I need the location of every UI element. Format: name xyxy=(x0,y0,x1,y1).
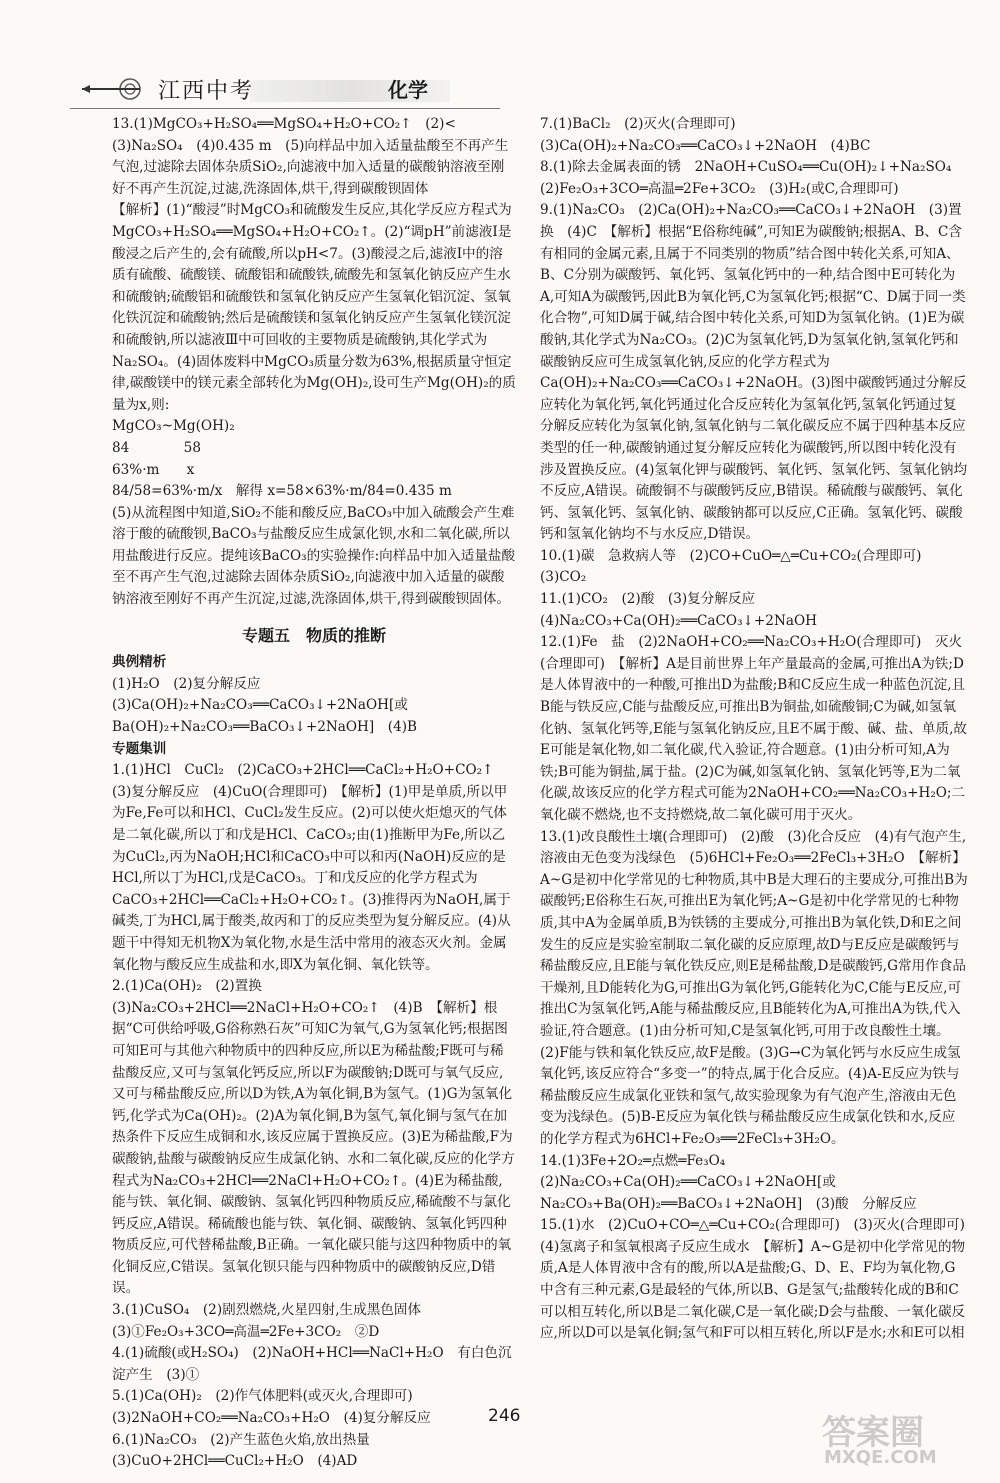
watermark-domain: MXQE.COM xyxy=(824,1447,937,1468)
answer-item: 9.(1)Na₂CO₃ (2)Ca(OH)₂+Na₂CO₃══CaCO₃↓+2NaOH (3)置换 (4)C 【解析】根据“E俗称纯碱”,可知E为碳酸钠;根据A、B、C含有相同的金属元素,且属于不同类别的物质”结合图中转化关系,可知A、B、C分别为碳酸钙、氧化钙、氢氧化钙中的一种,结合图中E可转化为A,可知A为碳酸钙,因此B为氧化钙,C为氢氧化钙;根据“C、D属于同一类化合物”,可知D属于碱,结合图中转化关系,可知D为氢氧化钠。(1)E为碳酸钠,其化学式为Na₂CO₃。(2)C为氢氧化钙,D为氢氧化钠,氢氧化钙和碳酸钠反应可生成氢氧化钠,反应的化学方程式为Ca(OH)₂+Na₂CO₃══CaCO₃↓+2NaOH。(3)图中碳酸钙通过分解反应转化为氧化钙,氧化钙通过化合反应转化为氢氧化钙,氢氧化钙通过复分解反应转化为氢氧化钠,氢氧化钠与二氧化碳反应不属于四种基本反应类型的任一种,碳酸钠通过复分解反应转化为碳酸钙,所以图中转化没有涉及置换反应。(4)氢氧化钾与碳酸钙、氧化钙、氢氧化钙、氢氧化钠均不反应,A错误。硫酸铜不与碳酸钙反应,B错误。稀硫酸与碳酸钙、氧化钙、氢氧化钙、氢氧化钠、碳酸钠都可以反应,C正确。氢氧化钙、碳酸钙和氢氧化钠均不与水反应,D错误。 xyxy=(540,202,968,543)
answer-item: 7.(1)BaCl₂ (2)灭火(合理即可) (3)Ca(OH)₂+Na₂CO₃══CaCO₃↓+2NaOH (4)BC xyxy=(540,116,871,154)
watermark-text: 答案圈 xyxy=(822,1413,924,1453)
section-title: 专题五 物质的推断 xyxy=(241,625,386,645)
answer-item: 13.(1)改良酸性土壤(合理即可) (2)酸 (3)化合反应 (4)有气泡产生,溶液由无色变为浅绿色 (5)6HCl+Fe₂O₃══2FeCl₃+3H₂O 【解析】A~G是初中化学常见的七种物质,其中B是大理石的主要成分,可推出B为碳酸钙;E俗称生石灰,可推出E为氧化钙;A~G是初中化学常见的七种物质,其中A为金属单质,B为铁锈的主要成分,可推出B为氧化铁,D和E之间发生的反应是实验室制取二氧化碳的反应原理,故D与E反应是碳酸钙与稀盐酸反应,且E能与氧化铁反应,则E是稀盐酸,D是碳酸钙,G常用作食品干燥剂,且D能转化为G,可推出G为氧化钙,G能转化为C,C能与E反应,可推出C为氢氧化钙,A能与稀盐酸反应,且B能转化为A,可推出A为铁,代入验证,符合题意。(1)由分析可知,C是氢氧化钙,可用于改良酸性土壤。(2)F能与铁和氧化铁反应,故F是酸。(3)G→C为氧化钙与水反应生成氢氧化钙,该反应符合“多变一”的特点,属于化合反应。(4)A-E反应为铁与稀盐酸反应生成氯化亚铁和氢气,故实验现象为有气泡产生,溶液由无色变为浅绿色。(5)B-E反应为氧化铁与稀盐酸反应生成氯化铁和水,反应的化学方程式为6HCl+Fe₂O₃══2FeCl₃+3H₂O。 xyxy=(540,828,968,1147)
answer-paragraph: (3)Na₂SO₄ (4)0.435 m (5)向样品中加入适量盐酸至不再产生气泡,过滤除去固体杂质SiO₂,向滤液中加入适量的碳酸钠溶液至刚好不再产生沉淀,过滤,洗涤固体,烘干,得到碳酸钡固体 xyxy=(112,137,509,197)
answer-item: 10.(1)碳 急救病人等 (2)CO+CuO═△═Cu+CO₂(合理即可) (3)CO₂ xyxy=(540,547,936,586)
answer-paragraph: (1)H₂O (2)复分解反应 (3)Ca(OH)₂+Na₂CO₃══CaCO₃↓+2NaOH[或Ba(OH)₂+Na₂CO₃══BaCO₃↓+2NaOH] (4)B xyxy=(112,675,418,736)
answer-paragraph: 13.(1)MgCO₃+H₂SO₄══MgSO₄+H₂O+CO₂↑ (2)< xyxy=(112,116,456,132)
answer-item: 1.(1)HCl CuCl₂ (2)CaCO₃+2HCl══CaCl₂+H₂O+CO₂↑ (3)复分解反应 (4)CuO(合理即可) 【解析】(1)甲是单质,所以甲为Fe,Fe可以和HCl、CuCl₂发生反应。(2)可以使火炬熄灭的气体是二氧化碳,所以丁和戊是HCl、CaCO₃;由(1)推断甲为Fe,所以乙为CuCl₂,丙为NaOH;HCl和CaCO₃中可以和丙(NaOH)反应的是HCl,所以丁为HCl,戊是CaCO₃。丁和戊反应的化学方程式为CaCO₃+2HCl══CaCl₂+H₂O+CO₂↑。(3)推得丙为NaOH,属于碱类,丁为HCl,属于酸类,故丙和丁的反应类型为复分解反应。(4)从题干中得知无机物X为氧化物,水是生活中常用的液态灭火剂。金属氧化物与酸反应生成盐和水,即X为氧化铜、氧化铁等。 xyxy=(112,762,511,973)
answer-item: 8.(1)除去金属表面的锈 2NaOH+CuSO₄══Cu(OH)₂↓+Na₂SO₄ (2)Fe₂O₃+3CO═高温═2Fe+3CO₂ (3)H₂(或C,合理即可) xyxy=(540,159,965,197)
answer-paragraph: 【解析】(1)“酸浸”时MgCO₃和硫酸发生反应,其化学反应方程式为MgCO₃+H₂SO₄══MgSO₄+H₂O+CO₂↑。(2)“调pH”前滤液Ⅰ是酸浸之后产生的,会有硫酸,所以pH<7。(3)酸浸之后,滤液Ⅰ中的溶质有硫酸、硫酸镁、硫酸铝和硫酸铁,硫酸先和氢氧化钠反应产生水和硫酸钠;硫酸铝和硫酸铁和氢氧化钠反应产生氢氧化铝沉淀、氢氧化铁沉淀和硫酸钠;然后是硫酸镁和氢氧化钠反应产生氢氧化镁沉淀和硫酸钠,所以滤液Ⅲ中可回收的主要物质是硫酸钠,其化学式为Na₂SO₄。(4)固体废料中MgCO₃质量分数为63%,根据质量守恒定律,碳酸镁中的镁元素全部转化为Mg(OH)₂,设可生产Mg(OH)₂的质量为x,则: xyxy=(112,202,516,413)
brand-title: 江西中考 xyxy=(158,79,255,104)
subsection-heading: 专题集训 xyxy=(112,740,167,757)
page-number: 246 xyxy=(488,1406,521,1426)
answer-item: 14.(1)3Fe+2O₂═点燃═Fe₃O₄ (2)Na₂CO₃+Ca(OH)₂══CaCO₃↓+2NaOH[或Na₂CO₃+Ba(OH)₂══BaCO₃↓+2NaOH] (3)酸 分解反应 xyxy=(540,1152,917,1212)
answer-item: 15.(1)水 (2)CuO+CO═△═Cu+CO₂(合理即可) (3)灭火(合理即可) (4)氢离子和氢氧根离子反应生成水 【解析】A~G是初中化学常见的物质,A是人体胃液中含有的酸,所以A是盐酸;G、D、E、F均为氧化物,G中含有三种元素,G是最轻的气体,所以B、G是氢气;盐酸转化成的B和C可以相互转化,所以B是二氧化碳,C是一氧化碳;D会与盐酸、一氧化碳反应,所以D可以是氧化铜;氢气和F可以相互转化,所以F是水;水和E可以相 xyxy=(540,1217,979,1342)
equation-line: 84/58=63%·m/x 解得 x=58×63%·m/84=0.435 m xyxy=(112,483,452,500)
watermark-logo xyxy=(814,1405,984,1471)
equation-line: 63%·m x xyxy=(112,461,195,478)
equation-line: 84 58 xyxy=(112,439,201,456)
answer-paragraph: (5)从流程图中知道,SiO₂不能和酸反应,BaCO₃中加入硫酸会产生难溶于酸的硫酸钡,BaCO₃与盐酸反应生成氯化钡,水和二氧化碳,所以用盐酸进行反应。提纯该BaCO₃的实验操作:向样品中加入适量盐酸至不再产生气泡,过滤除去固体杂质SiO₂,向滤液中加入适量的碳酸钠溶液至刚好不再产生沉淀,过滤,洗涤固体,烘干,得到碳酸钡固体。 xyxy=(112,504,516,608)
subject-title: 化学 xyxy=(388,78,428,102)
answer-item: 12.(1)Fe 盐 (2)2NaOH+CO₂══Na₂CO₃+H₂O(合理即可) 灭火(合理即可) 【解析】A是目前世界上年产量最高的金属,可推出A为铁;D是人体胃液中的一种酸,可推出D为盐酸;B和C反应生成一种蓝色沉淀,且B能与铁反应,C能与盐酸反应,可推出B为铜盐,如硫酸铜;C为碱,如氢氧化钠、氢氧化钙等,E能与氢氧化钠反应,且E不属于酸、碱、盐、单质,故E可能是氧化物,如二氧化碳,代入验证,符合题意。(1)由分析可知,A为铁;B可能为铜盐,属于盐。(2)C为碱,如氢氧化钠、氢氧化钙等,E为二氧化碳,故该反应的化学方程式可能为2NaOH+CO₂══Na₂CO₃+H₂O;二氧化碳不燃烧,也不支持燃烧,故二氧化碳可用于灭火。 xyxy=(540,634,968,823)
answer-item: 3.(1)CuSO₄ (2)剧烈燃烧,火星四射,生成黑色固体 (3)①Fe₂O₃+3CO═高温═2Fe+3CO₂ ②D xyxy=(112,1302,435,1340)
header-rule xyxy=(70,108,500,109)
equation-line: MgCO₃~Mg(OH)₂ xyxy=(112,418,235,435)
right-column xyxy=(540,114,979,1444)
answer-item: 2.(1)Ca(OH)₂ (2)置换 (3)Na₂CO₃+2HCl══2NaCl+H₂O+CO₂↑ (4)B 【解析】根据“C可供给呼吸,G俗称熟石灰”可知C为氧气,G为氢氧化钙;根据图可知E可与其他六种物质中的四种反应,所以E为稀盐酸;F既可与稀盐酸反应,又可与氢氧化钙反应,所以F为碳酸钠;D既可与氧气反应,又可与稀盐酸反应,所以D为铁,A为氧化铜,B为氢气。(1)G为氢氧化钙,化学式为Ca(OH)₂。(2)A为氧化铜,B为氢气,氧化铜与氢气在加热条件下反应生成铜和水,该反应属于置换反应。(3)E为稀盐酸,F为碳酸钠,盐酸与碳酸钠反应生成氯化钠、水和二氧化碳,反应的化学方程式为Na₂CO₃+2HCl══2NaCl+H₂O+CO₂↑。(4)E为稀盐酸,能与铁、氧化铜、碳酸钠、氢氧化钙四种物质反应,稀硫酸不与氯化钙反应,A错误。稀硫酸也能与铁、氧化铜、碳酸钠、氢氧化钙四种物质反应,可代替稀盐酸,B正确。一氧化碳只能与这四种物质中的氧化铜反应,C错误。氢氧化钡只能与四种物质中的碳酸钠反应,D错误。 xyxy=(112,978,515,1297)
page-header xyxy=(70,70,510,110)
subsection-heading: 典例精析 xyxy=(112,654,167,671)
answer-item: 6.(1)Na₂CO₃ (2)产生蓝色火焰,放出热量 (3)CuO+2HCl══CuCl₂+H₂O (4)AD xyxy=(112,1431,384,1470)
answer-item: 11.(1)CO₂ (2)酸 (3)复分解反应 (4)Na₂CO₃+Ca(OH)₂══CaCO₃↓+2NaOH xyxy=(540,591,817,629)
answer-item: 5.(1)Ca(OH)₂ (2)作气体肥料(或灭火,合理即可) (3)2NaOH+CO₂══Na₂CO₃+H₂O (4)复分解反应 xyxy=(112,1388,431,1427)
answer-item: 4.(1)硫酸(或H₂SO₄) (2)NaOH+HCl══NaCl+H₂O 有白色沉淀产生 (3)① xyxy=(112,1345,512,1383)
brand-logo-icon xyxy=(80,76,150,102)
